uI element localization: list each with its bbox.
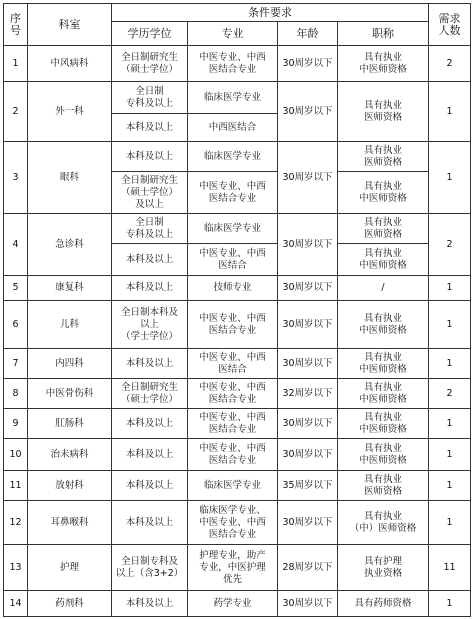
row-dept: 眼科 (28, 142, 112, 214)
row-major: 临床医学专业、 中医专业、中西 医结合专业 (188, 501, 278, 545)
row-count: 1 (429, 82, 471, 142)
row-education: 本科及以上 (112, 409, 188, 439)
row-dept: 急诊科 (28, 214, 112, 276)
row-age: 30周岁以下 (278, 276, 338, 301)
row-dept: 康复科 (28, 276, 112, 301)
table-row (4, 276, 471, 301)
row-no: 12 (4, 501, 28, 545)
row-dept: 护理 (28, 545, 112, 591)
table-row (4, 46, 471, 82)
row-count: 2 (429, 379, 471, 409)
row-education: 全日制专科及 以上（含3+2） (112, 545, 188, 591)
header-age: 年龄 (278, 22, 338, 46)
row-education: 本科及以上 (112, 471, 188, 501)
row-title: 具有执业 （中）医师资格 (338, 501, 429, 545)
row-dept: 放射科 (28, 471, 112, 501)
header-title: 职称 (338, 22, 429, 46)
row-major: 临床医学专业 (188, 471, 278, 501)
row-count: 1 (429, 349, 471, 379)
row-title: 具有执业 中医师资格 (338, 46, 429, 82)
row-major: 中医专业、中西 医结合专业 (188, 379, 278, 409)
row-education: 本科及以上 (112, 244, 188, 276)
row-title: 具有药师资格 (338, 591, 429, 617)
row-count: 1 (429, 142, 471, 214)
row-no: 2 (4, 82, 28, 142)
row-no: 6 (4, 301, 28, 349)
row-education: 全日制本科及 以上 （学士学位） (112, 301, 188, 349)
header-education: 学历学位 (112, 22, 188, 46)
row-dept: 中风病科 (28, 46, 112, 82)
row-major: 中医专业、中西 医结合专业 (188, 172, 278, 214)
table-row (4, 214, 471, 244)
row-major: 中医专业、中西 医结合 (188, 349, 278, 379)
row-no: 1 (4, 46, 28, 82)
header-major: 专业 (188, 22, 278, 46)
row-age: 30周岁以下 (278, 82, 338, 142)
row-count: 2 (429, 46, 471, 82)
row-dept: 肛肠科 (28, 409, 112, 439)
row-title: 具有执业 中医师资格 (338, 439, 429, 471)
row-major: 临床医学专业 (188, 82, 278, 114)
row-title: 具有执业 医师资格 (338, 82, 429, 142)
row-age: 30周岁以下 (278, 349, 338, 379)
row-age: 28周岁以下 (278, 545, 338, 591)
table-row (4, 439, 471, 471)
row-count: 11 (429, 545, 471, 591)
row-no: 8 (4, 379, 28, 409)
recruitment-table (3, 3, 471, 617)
row-major: 中医专业、中西 医结合专业 (188, 439, 278, 471)
table-row (4, 349, 471, 379)
row-age: 30周岁以下 (278, 142, 338, 214)
row-dept: 内四科 (28, 349, 112, 379)
row-major: 临床医学专业 (188, 214, 278, 244)
row-education: 全日制研究生 （硕士学位） (112, 379, 188, 409)
row-count: 1 (429, 409, 471, 439)
row-count: 1 (429, 301, 471, 349)
row-major: 中医专业、中西 医结合专业 (188, 301, 278, 349)
row-education: 全日制 专科及以上 (112, 82, 188, 114)
row-dept: 治未病科 (28, 439, 112, 471)
row-major: 临床医学专业 (188, 142, 278, 172)
row-dept: 外一科 (28, 82, 112, 142)
row-education: 全日制 专科及以上 (112, 214, 188, 244)
row-age: 30周岁以下 (278, 439, 338, 471)
row-dept: 耳鼻喉科 (28, 501, 112, 545)
table-row (4, 142, 471, 172)
row-title: 具有执业 医师资格 (338, 214, 429, 244)
table-row (4, 471, 471, 501)
row-age: 32周岁以下 (278, 379, 338, 409)
header-seq: 序 号 (4, 4, 28, 46)
table-row (4, 591, 471, 617)
row-major: 中医专业、中西 医结合专业 (188, 409, 278, 439)
row-no: 7 (4, 349, 28, 379)
row-education: 本科及以上 (112, 142, 188, 172)
row-no: 9 (4, 409, 28, 439)
row-major: 护理专业，助产 专业，中医护理 优先 (188, 545, 278, 591)
row-dept: 儿科 (28, 301, 112, 349)
row-major: 药学专业 (188, 591, 278, 617)
row-age: 30周岁以下 (278, 501, 338, 545)
row-count: 1 (429, 439, 471, 471)
row-education: 本科及以上 (112, 276, 188, 301)
row-education: 全日制研究生 （硕士学位） (112, 46, 188, 82)
row-title: 具有执业 中医师资格 (338, 244, 429, 276)
row-no: 14 (4, 591, 28, 617)
row-no: 4 (4, 214, 28, 276)
row-no: 3 (4, 142, 28, 214)
row-count: 1 (429, 276, 471, 301)
row-education: 本科及以上 (112, 349, 188, 379)
row-title: 具有执业 医师资格 (338, 471, 429, 501)
row-count: 1 (429, 591, 471, 617)
row-major: 中医专业、中西 医结合 (188, 244, 278, 276)
row-dept: 药剂科 (28, 591, 112, 617)
row-count: 1 (429, 471, 471, 501)
row-education: 本科及以上 (112, 591, 188, 617)
header-count: 需求 人数 (429, 4, 471, 46)
row-no: 10 (4, 439, 28, 471)
row-no: 11 (4, 471, 28, 501)
row-major: 中西医结合 (188, 114, 278, 142)
row-title: 具有执业 中医师资格 (338, 349, 429, 379)
row-title: 具有执业 中医师资格 (338, 409, 429, 439)
row-dept: 中医骨伤科 (28, 379, 112, 409)
table-row (4, 501, 471, 545)
row-no: 5 (4, 276, 28, 301)
row-count: 1 (429, 501, 471, 545)
row-education: 全日制研究生 （硕士学位） 及以上 (112, 172, 188, 214)
header-dept: 科室 (28, 4, 112, 46)
row-age: 30周岁以下 (278, 214, 338, 276)
row-age: 30周岁以下 (278, 591, 338, 617)
row-no: 13 (4, 545, 28, 591)
row-age: 35周岁以下 (278, 471, 338, 501)
table-row (4, 545, 471, 591)
row-title: 具有执业 中医师资格 (338, 301, 429, 349)
row-title: 具有护理 执业资格 (338, 545, 429, 591)
row-title: 具有执业 中医师资格 (338, 172, 429, 214)
row-title: 具有执业 医师资格 (338, 142, 429, 172)
table-row (4, 301, 471, 349)
row-title: 具有执业 中医师资格 (338, 379, 429, 409)
row-age: 30周岁以下 (278, 301, 338, 349)
row-age: 30周岁以下 (278, 46, 338, 82)
row-title: / (338, 276, 429, 301)
row-age: 30周岁以下 (278, 409, 338, 439)
header-row-1 (4, 4, 471, 22)
table-row (4, 379, 471, 409)
row-education: 本科及以上 (112, 114, 188, 142)
row-major: 技师专业 (188, 276, 278, 301)
table-row (4, 82, 471, 114)
table-row (4, 409, 471, 439)
row-education: 本科及以上 (112, 501, 188, 545)
row-major: 中医专业、中西 医结合专业 (188, 46, 278, 82)
row-education: 本科及以上 (112, 439, 188, 471)
header-conditions: 条件要求 (112, 4, 429, 22)
row-count: 2 (429, 214, 471, 276)
